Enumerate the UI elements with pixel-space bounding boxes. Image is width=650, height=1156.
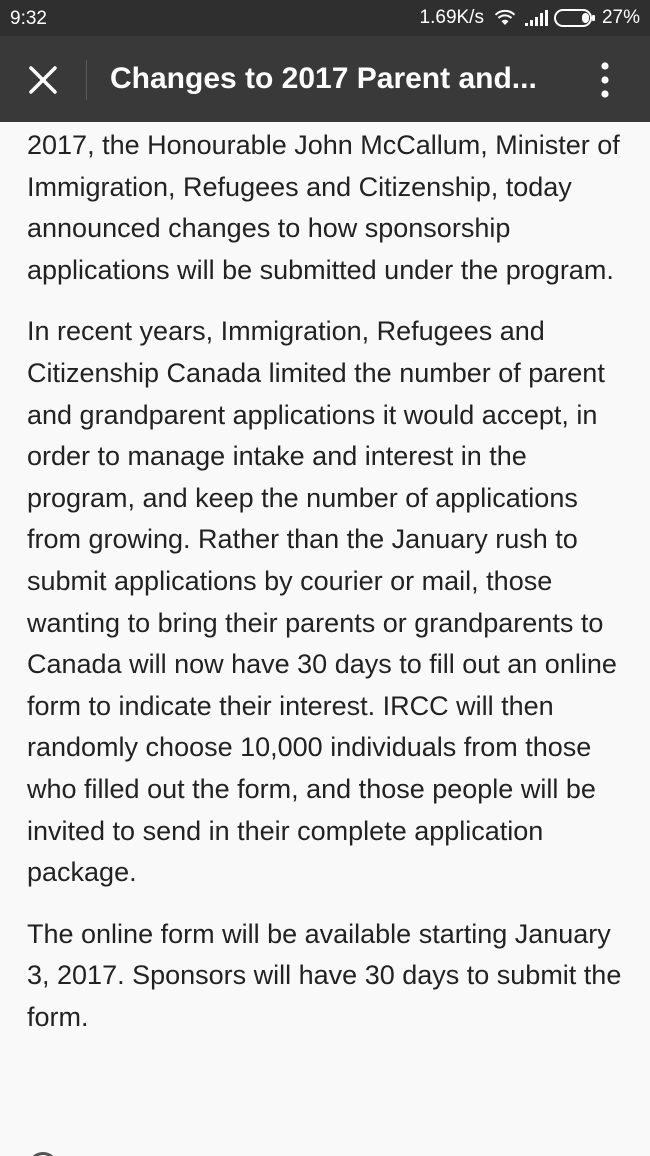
battery-percent: 27%: [601, 7, 640, 28]
app-bar-divider: [86, 60, 87, 100]
wifi-icon: [494, 9, 516, 27]
page-title: Changes to 2017 Parent and...: [110, 62, 537, 95]
more-vertical-icon[interactable]: [590, 58, 620, 102]
article-scroll-area[interactable]: [0, 122, 650, 1156]
status-bar: [0, 0, 650, 36]
network-speed: 1.69K/s: [419, 7, 484, 28]
article-body: [27, 125, 627, 1058]
article-paragraph: In recent years, Immigration, Refugees and Citizenship Canada limited the number of parent and grandparent applications it would accept, in order to manage intake and interest in the program, and keep the number of applications from growing. Rather than the January rush to submit applications by courier or mail, those wanting to bring their parents or grandparents to Canada will now have 30 days to fill out an online form to indicate their interest. IRCC will then randomly choose 10,000 individuals from those who filled out the form, and those people will be invited to send in their complete application package.: [27, 316, 617, 888]
article-paragraph: 2017, the Honourable John McCallum, Minister of Immigration, Refugees and Citizenship, today announced changes to how sponsorship applications will be submitted under the program.: [27, 130, 620, 285]
status-time: 9:32: [10, 8, 47, 29]
partial-circle-icon: [28, 1152, 58, 1156]
status-indicators: [420, 7, 640, 29]
close-icon[interactable]: [25, 62, 61, 98]
signal-icon: [524, 9, 548, 27]
article-paragraph: The online form will be available starting January 3, 2017. Sponsors will have 30 days to submit the form.: [27, 918, 622, 1032]
battery-icon: [554, 8, 596, 28]
app-bar: [0, 36, 650, 122]
